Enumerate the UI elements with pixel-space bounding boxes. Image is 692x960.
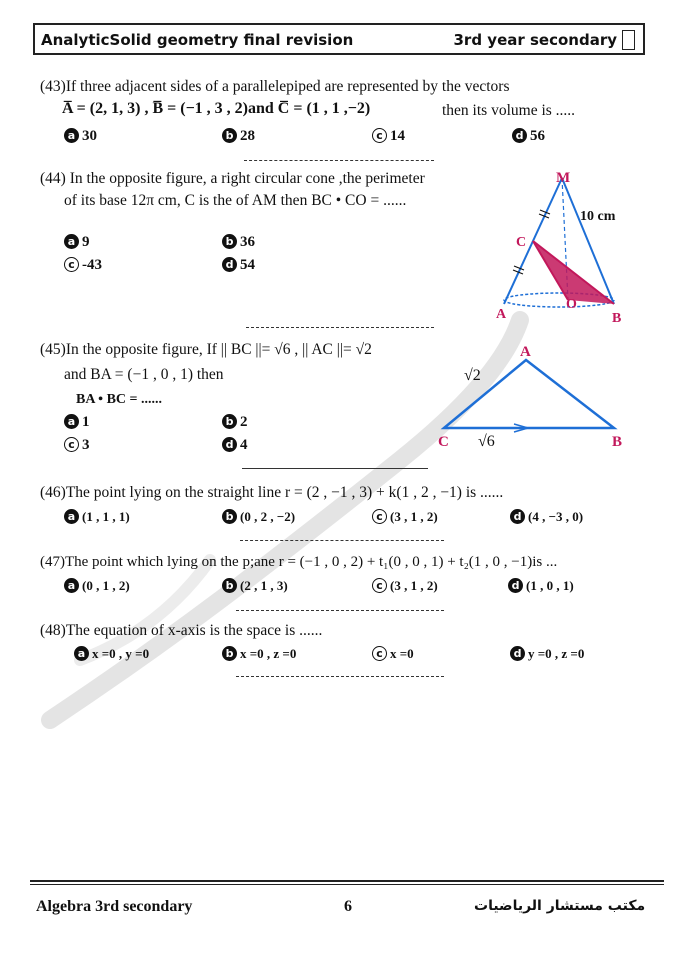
triangle-figure (432, 340, 632, 452)
option-c-icon: c (372, 578, 387, 593)
q48-option-d[interactable]: d y =0 , z =0 (510, 646, 584, 662)
q48-option-c[interactable]: c x =0 (372, 646, 414, 662)
q47-option-a[interactable]: a (0 , 1 , 2) (64, 578, 130, 594)
label-b: B (612, 311, 622, 326)
q43-vectors: A̅ = (2, 1, 3) , B̅ = (−1 , 3 , 2)and C̅ = (1 , 1 ,−2) (62, 100, 371, 117)
q45-line2: and BA = (−1 , 0 , 1) then (64, 366, 224, 383)
separator (246, 327, 434, 328)
cone-figure (488, 166, 638, 326)
q45-line3: BA • BC = ...... (76, 392, 163, 407)
separator (236, 610, 444, 611)
option-a-icon: a (64, 414, 79, 429)
q44-option-c[interactable]: c -43 (64, 257, 102, 274)
label-b: B (612, 434, 623, 450)
label-slant: 10 cm (580, 209, 616, 224)
q47-option-d[interactable]: d (1 , 0 , 1) (508, 578, 574, 594)
label-bc: √6 (478, 433, 495, 450)
q44-line1: (44) In the opposite figure, a right circular cone ,the perimeter (40, 170, 425, 187)
option-b-icon: b (222, 234, 237, 249)
label-ac: √2 (464, 367, 481, 384)
label-o: O (566, 297, 577, 312)
footer-rule (30, 884, 664, 885)
q43-option-d[interactable]: d 56 (512, 128, 545, 145)
q46-option-a[interactable]: a (1 , 1 , 1) (64, 509, 130, 525)
separator (242, 468, 428, 469)
option-b-icon: b (222, 578, 237, 593)
option-c-icon: c (372, 646, 387, 661)
option-b-icon: b (222, 646, 237, 661)
page-header (33, 23, 645, 55)
option-d-icon: d (222, 437, 237, 452)
option-d-icon: d (510, 646, 525, 661)
q43-tail: then its volume is ..... (442, 102, 576, 119)
option-b-icon: b (222, 509, 237, 524)
separator (240, 540, 444, 541)
option-a-icon: a (74, 646, 89, 661)
option-d-icon: d (512, 128, 527, 143)
option-b-icon: b (222, 128, 237, 143)
separator (236, 676, 444, 677)
option-a-icon: a (64, 128, 79, 143)
q46-option-c[interactable]: c (3 , 1 , 2) (372, 509, 438, 525)
q44-option-b[interactable]: b 36 (222, 234, 255, 251)
header-box (622, 30, 635, 50)
q47-option-b[interactable]: b (2 , 1 , 3) (222, 578, 288, 594)
q43-option-b[interactable]: b 28 (222, 128, 255, 145)
q43-stem: (43)If three adjacent sides of a parallelepiped are represented by the vectors (40, 78, 510, 95)
q44-option-d[interactable]: d 54 (222, 257, 255, 274)
q46-option-d[interactable]: d (4 , −3 , 0) (510, 509, 583, 525)
q48-option-b[interactable]: b x =0 , z =0 (222, 646, 296, 662)
q45-option-d[interactable]: d 4 (222, 437, 248, 454)
q46-stem: (46)The point lying on the straight line r = (2 , −1 , 3) + k(1 , 2 , −1) is ...... (40, 484, 504, 501)
q45-line1: (45)In the opposite figure, If || BC ||= √6 , || AC ||= √2 (40, 341, 372, 358)
option-a-icon: a (64, 234, 79, 249)
header-title: AnalyticSolid geometry final revision (41, 31, 354, 49)
label-c: C (516, 235, 527, 250)
option-b-icon: b (222, 414, 237, 429)
option-a-icon: a (64, 578, 79, 593)
label-c: C (438, 434, 449, 450)
option-d-icon: d (508, 578, 523, 593)
q46-option-b[interactable]: b (0 , 2 , −2) (222, 509, 295, 525)
q45-option-b[interactable]: b 2 (222, 414, 248, 431)
option-a-icon: a (64, 509, 79, 524)
footer-subject: Algebra 3rd secondary (36, 898, 193, 915)
label-a: A (520, 344, 531, 360)
option-d-icon: d (510, 509, 525, 524)
footer-publisher: مكتب مستشار الرياضيات (474, 898, 646, 914)
label-m: M (556, 170, 571, 186)
page-number: 6 (344, 898, 352, 915)
q47-stem: (47)The point which lying on the p;ane r = (−1 , 0 , 2) + t₁(0 , 0 , 1) + t₂(1 , 0 , −1)is ... (40, 554, 558, 570)
q45-option-c[interactable]: c 3 (64, 437, 90, 454)
q43-option-a[interactable]: a 30 (64, 128, 97, 145)
footer-rule (30, 880, 664, 882)
option-c-icon: c (64, 257, 79, 272)
q44-line2: of its base 12π cm, C is the of AM then BC • CO = ...... (64, 192, 407, 209)
option-c-icon: c (64, 437, 79, 452)
label-a: A (496, 307, 507, 322)
q48-option-a[interactable]: a x =0 , y =0 (74, 646, 149, 662)
option-c-icon: c (372, 128, 387, 143)
header-grade: 3rd year secondary (453, 31, 617, 49)
q48-stem: (48)The equation of x-axis is the space is ...... (40, 622, 323, 639)
option-c-icon: c (372, 509, 387, 524)
q43-option-c[interactable]: c 14 (372, 128, 405, 145)
q47-option-c[interactable]: c (3 , 1 , 2) (372, 578, 438, 594)
q44-option-a[interactable]: a 9 (64, 234, 90, 251)
q45-option-a[interactable]: a 1 (64, 414, 90, 431)
option-d-icon: d (222, 257, 237, 272)
separator (244, 160, 434, 161)
